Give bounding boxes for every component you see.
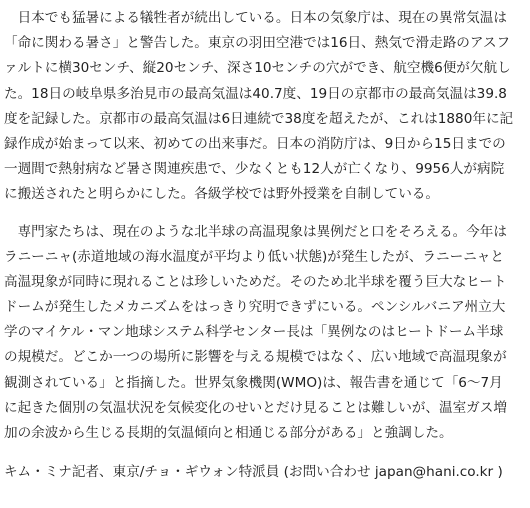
- text-line: に起きた個別の気温状況を気候変化のせいとだけ見ることは難しいが、温室ガス増: [4, 399, 507, 416]
- text-line: 高温現象が同時に現れることは珍しいためだ。そのため北半球を覆う巨大なヒート: [4, 273, 507, 290]
- text-line: 録作成が始まって以来、初めての出来事だ。日本の消防庁は、9日から15日までの: [4, 135, 506, 152]
- text-line: に搬送されたと明らかにした。各級学校では野外授業を自制している。: [4, 186, 439, 203]
- text-line: 専門家たちは、現在のような北半球の高温現象は異例だと口をそろえる。今年は: [4, 223, 507, 240]
- article-paragraph-2: [4, 220, 520, 447]
- text-line: 加の余波から生じる長期的気温傾向と相通じる部分がある」と強調した。: [4, 425, 453, 441]
- text-line: ァルトに横30センチ、縦20センチ、深さ10センチの穴ができ、航空機6便が欠航し: [4, 60, 511, 77]
- article-paragraph-1: [4, 6, 520, 208]
- text-line: 度を記録した。京都市の最高気温は6日連続で38度を超えたが、これは1880年に記: [4, 110, 514, 127]
- text-line: 一週間で熱射病など暑さ関連疾患で、少なくとも12人が亡くなり、9956人が病院: [4, 161, 505, 178]
- text-line: 「命に関わる暑さ」と警告した。東京の羽田空港では16日、熱気で滑走路のアスフ: [4, 35, 511, 52]
- text-line: ラニーニャ(赤道地域の海水温度が平均より低い状態)が発生したが、ラニーニャと: [4, 248, 504, 265]
- text-line: 学のマイケル・マン地球システム科学センター長は「異例なのはヒートドーム半球: [4, 324, 504, 341]
- text-line: た。18日の岐阜県多治見市の最高気温は40.7度、19日の京都市の最高気温は39.8: [4, 85, 507, 102]
- text-line: 日本でも猛暑による犠牲者が続出している。日本の気象庁は、現在の異常気温は: [4, 10, 507, 26]
- text-line: 観測されている」と指摘した。世界気象機関(WMO)は、報告書を通じて「6～7月: [4, 374, 503, 391]
- text-line: の規模だ。どこか一つの場所に影響を与える規模ではなく、広い地域で高温現象が: [4, 349, 507, 366]
- paragraph-spacer: [4, 208, 520, 220]
- article-body: [4, 6, 520, 485]
- article-byline: キム・ミナ記者、東京/チョ・ギウォン特派員 (お問い合わせ japan@hani.co.kr ): [4, 464, 503, 481]
- text-line: ドームが発生したメカニズムをはっきり究明できずにいる。ペンシルバニア州立大: [4, 299, 506, 316]
